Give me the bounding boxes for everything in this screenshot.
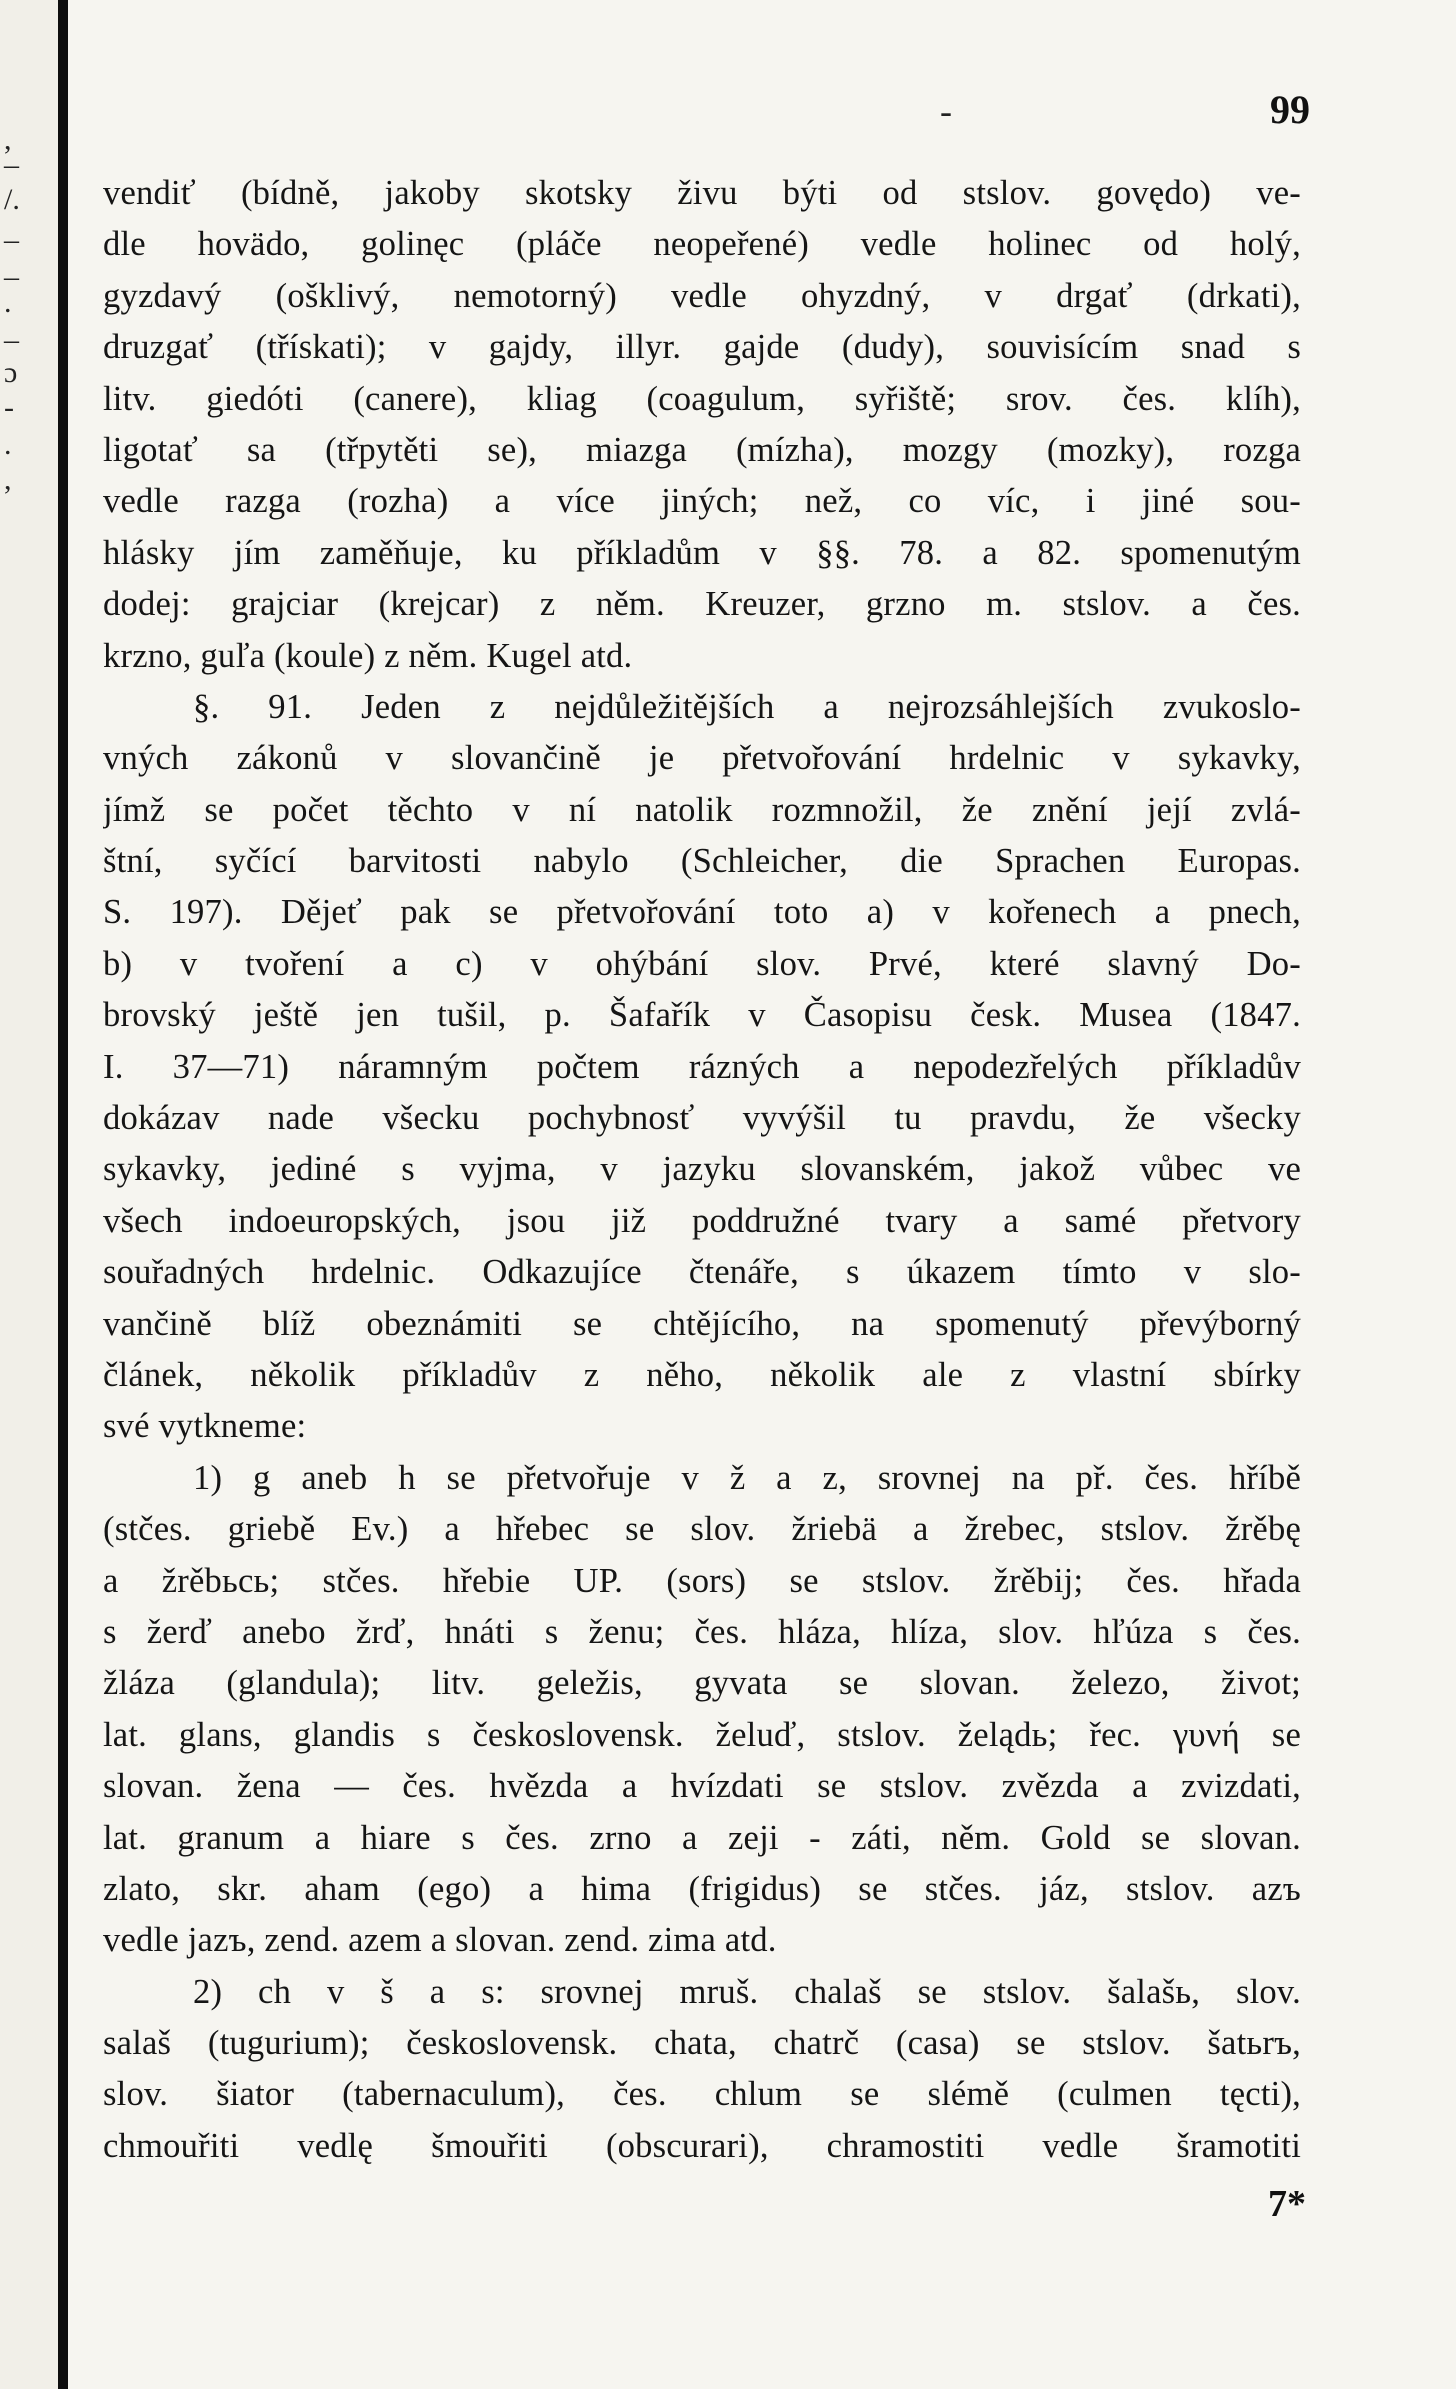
margin-glyph: ɔ — [4, 356, 18, 389]
text-line: (stčes. griebě Ev.) a hřebec se slov. žriebä a žrebec, stslov. žrěbę — [103, 1510, 1301, 1549]
left-margin-strip — [0, 0, 58, 2389]
text-line: S. 197). Dějeť pak se přetvořování toto a) v kořenech a pnech, — [103, 893, 1301, 932]
text-line: souřadných hrdelnic. Odkazujíce čtenáře, s úkazem tímto v slo- — [103, 1253, 1301, 1292]
list-item-line: 2) ch v š a s: srovnej mruš. chalaš se stslov. šalašь, slov. — [193, 1972, 1301, 2011]
text-line: své vytkneme: — [103, 1407, 307, 1446]
text-line: chmouřiti vedlę šmouřiti (obscurari), chramostiti vedle šramotiti — [103, 2126, 1301, 2165]
margin-glyph: – — [4, 223, 19, 256]
section-heading-line: §. 91. Jeden z nejdůležitějších a nejrozsáhlejších zvukoslo- — [193, 687, 1301, 726]
text-line: a žrěbьсь; stčes. hřebie UP. (sors) se stslov. žrěbij; čes. hřada — [103, 1561, 1301, 1600]
text-line: štní, syčící barvitosti nabylo (Schleicher, die Sprachen Europas. — [103, 842, 1301, 881]
text-line: b) v tvoření a c) v ohýbání slov. Prvé, které slavný Do- — [103, 944, 1301, 983]
text-line: druzgať (třískati); v gajdy, illyr. gajde (dudy), souvisícím snad s — [103, 328, 1301, 367]
list-item-line: 1) g aneb h se přetvořuje v ž a z, srovnej na př. čes. hříbě — [193, 1458, 1301, 1497]
text-line: dodej: grajciar (krejcar) z něm. Kreuzer, grzno m. stslov. a čes. — [103, 585, 1301, 624]
margin-glyph: /. — [4, 183, 20, 216]
margin-glyph: - — [4, 391, 14, 424]
text-line: vedle razga (rozha) a více jiných; než, co víc, i jiné sou- — [103, 482, 1301, 521]
text-line: jímž se počet těchto v ní natolik rozmnožil, že znění její zvlá- — [103, 790, 1301, 829]
text-line: vančině blíž obeznámiti se chtějícího, na spomenutý převýborný — [103, 1304, 1301, 1343]
margin-glyph: . — [4, 428, 12, 461]
text-line: salaš (tugurium); československ. chata, chatrč (casa) se stslov. šatьrъ, — [103, 2024, 1301, 2063]
page-number: 99 — [1270, 87, 1310, 132]
margin-glyph: , — [4, 463, 12, 496]
signature-mark: 7* — [1268, 2183, 1306, 2225]
text-line: dle hovädo, golinęc (pláče neopeřené) vedle holinec od holý, — [103, 225, 1301, 264]
text-line: lat. glans, glandis s československ. želuď, stslov. želądь; řec. γυνή se — [103, 1715, 1301, 1754]
margin-glyph: – — [4, 148, 19, 181]
text-line: krzno, guľa (koule) z něm. Kugel atd. — [103, 636, 633, 675]
text-line: sykavky, jediné s vyjma, v jazyku slovanském, jakož vůbec ve — [103, 1150, 1301, 1189]
text-line: článek, několik příkladův z něho, několik ale z vlastní sbírky — [103, 1355, 1301, 1394]
page-text — [103, 168, 1301, 2172]
margin-glyph: . — [4, 286, 12, 319]
text-line: vedle jazъ, zend. azem a slovan. zend. zima atd. — [103, 1921, 777, 1960]
page-header-dash: - — [940, 91, 952, 131]
text-line: lat. granum a hiare s čes. zrno a zeji - záti, něm. Gold se slovan. — [103, 1818, 1301, 1857]
page-edge-shadow — [58, 0, 68, 2389]
text-line: žláza (glandula); litv. geležis, gyvata se slovan. železo, život; — [103, 1664, 1301, 1703]
text-line: všech indoeuropských, jsou již poddružné tvary a samé přetvory — [103, 1201, 1301, 1240]
text-line: brovský ještě jen tušil, p. Šafařík v Časopisu česk. Musea (1847. — [103, 996, 1301, 1035]
text-line: gyzdavý (ošklivý, nemotorný) vedle ohyzdný, v drgať (drkati), — [103, 276, 1301, 315]
text-line: zlato, skr. aham (ego) a hima (frigidus) se stčes. jáz, stslov. azъ — [103, 1869, 1301, 1908]
margin-glyph: – — [4, 260, 19, 293]
text-line: litv. giedóti (canere), kliag (coagulum, syřiště; srov. čes. klíh), — [103, 379, 1301, 418]
text-line: slov. šiator (tabernaculum), čes. chlum se slémě (culmen tęcti), — [103, 2075, 1301, 2114]
text-line: dokázav nade všecku pochybnosť vyvýšil tu pravdu, že všecky — [103, 1099, 1301, 1138]
text-line: ligotať sa (třpytěti se), miazga (mízha), mozgy (mozky), rozga — [103, 430, 1301, 469]
margin-glyph: , — [4, 123, 12, 156]
text-line: vendiť (bídně, jakoby skotsky živu býti od stslov. govędo) ve- — [103, 174, 1301, 212]
text-line: vných zákonů v slovančině je přetvořování hrdelnic v sykavky, — [103, 739, 1301, 778]
text-line: I. 37—71) náramným počtem rázných a nepodezřelých příkladův — [103, 1047, 1301, 1086]
text-line: s žerď anebo žrď, hnáti s ženu; čes. hláza, hlíza, slov. hľúza s čes. — [103, 1612, 1301, 1651]
text-line: hlásky jím zaměňuje, ku příkladům v §§. 78. a 82. spomenutým — [103, 533, 1301, 572]
margin-glyph: – — [4, 323, 19, 356]
text-line: slovan. žena — čes. hvězda a hvízdati se stslov. zvězda a zvizdati, — [103, 1767, 1301, 1806]
